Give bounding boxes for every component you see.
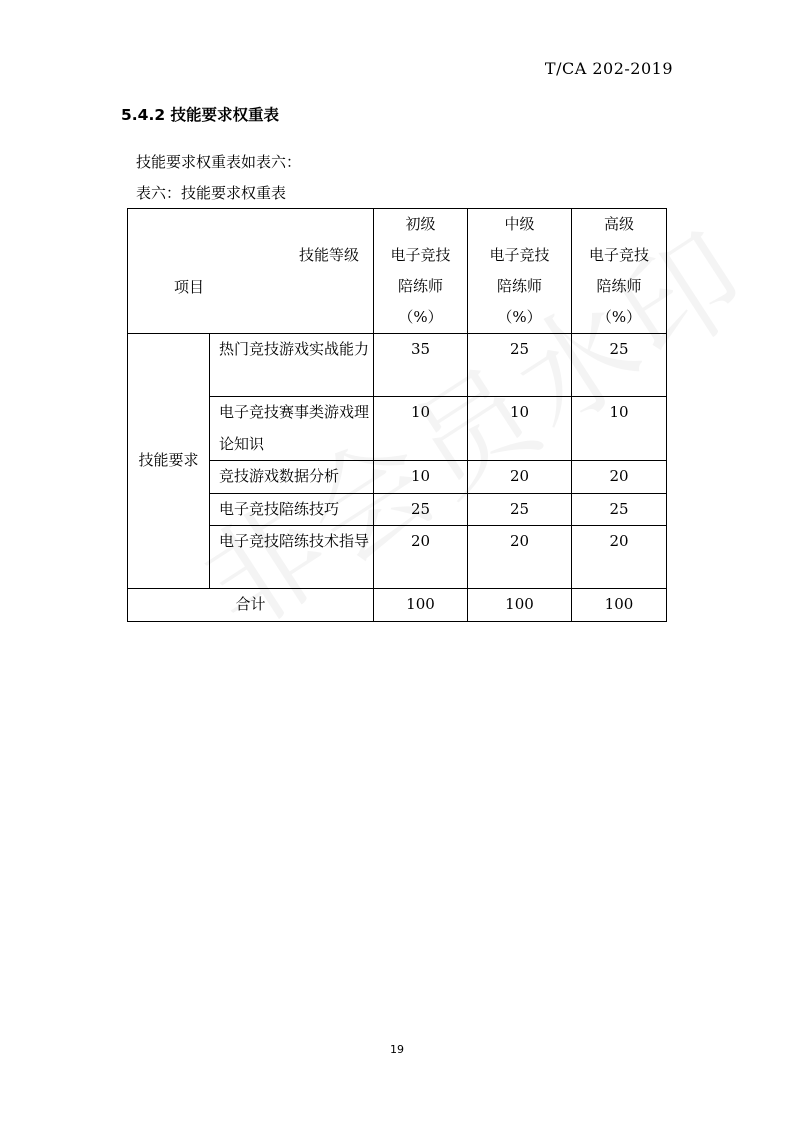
weight-value: 25 [468, 334, 572, 397]
level-name: 中级 [504, 215, 535, 233]
total-value: 100 [468, 589, 572, 622]
weight-value: 25 [374, 493, 468, 526]
skill-name: 竞技游戏数据分析 [210, 461, 374, 494]
weight-value: 35 [374, 334, 468, 397]
weight-value: 25 [468, 493, 572, 526]
table-header-row [128, 209, 667, 334]
level-name: 高级 [603, 215, 634, 233]
total-label: 合计 [128, 589, 374, 622]
document-code: T/CA 202-2019 [544, 59, 673, 78]
skill-name: 电子竞技陪练技术指导 [210, 526, 374, 589]
level-header-junior [374, 209, 468, 334]
level-occupation-line1: 电子竞技 [390, 246, 451, 264]
level-unit: （%） [497, 308, 542, 326]
level-occupation-line1: 电子竞技 [588, 246, 649, 264]
category-cell: 技能要求 [128, 334, 210, 589]
table-caption: 表六：技能要求权重表 [136, 184, 287, 202]
total-value: 100 [374, 589, 468, 622]
weight-value: 20 [468, 526, 572, 589]
level-unit: （%） [596, 308, 642, 326]
level-unit: （%） [398, 308, 443, 326]
skill-name: 热门竞技游戏实战能力 [210, 334, 374, 397]
level-occupation-line2: 陪练师 [397, 277, 443, 295]
weight-value: 20 [572, 461, 667, 494]
item-label: 项目 [174, 278, 205, 296]
intro-text: 技能要求权重表如表六： [136, 153, 302, 171]
header-corner-cell [128, 209, 374, 334]
weight-value: 10 [374, 397, 468, 461]
level-occupation-line2: 陪练师 [496, 277, 542, 295]
weight-value: 25 [572, 493, 667, 526]
total-value: 100 [572, 589, 667, 622]
weight-value: 20 [572, 526, 667, 589]
section-title: 5.4.2 技能要求权重表 [121, 106, 280, 124]
skill-level-label: 技能等级 [298, 246, 359, 264]
level-header-intermediate [468, 209, 572, 334]
skill-name: 电子竞技陪练技巧 [210, 493, 374, 526]
skill-weight-table [127, 208, 667, 622]
level-name: 初级 [405, 215, 436, 233]
page-number: 19 [390, 1043, 404, 1056]
weight-value: 10 [572, 397, 667, 461]
weight-value: 20 [374, 526, 468, 589]
weight-value: 10 [468, 397, 572, 461]
weight-value: 25 [572, 334, 667, 397]
table-row [128, 334, 667, 397]
level-occupation-line2: 陪练师 [596, 277, 642, 295]
level-header-senior [572, 209, 667, 334]
total-row [128, 589, 667, 622]
weight-value: 20 [468, 461, 572, 494]
weight-value: 10 [374, 461, 468, 494]
level-occupation-line1: 电子竞技 [489, 246, 550, 264]
skill-name: 电子竞技赛事类游戏理论知识 [210, 397, 374, 461]
